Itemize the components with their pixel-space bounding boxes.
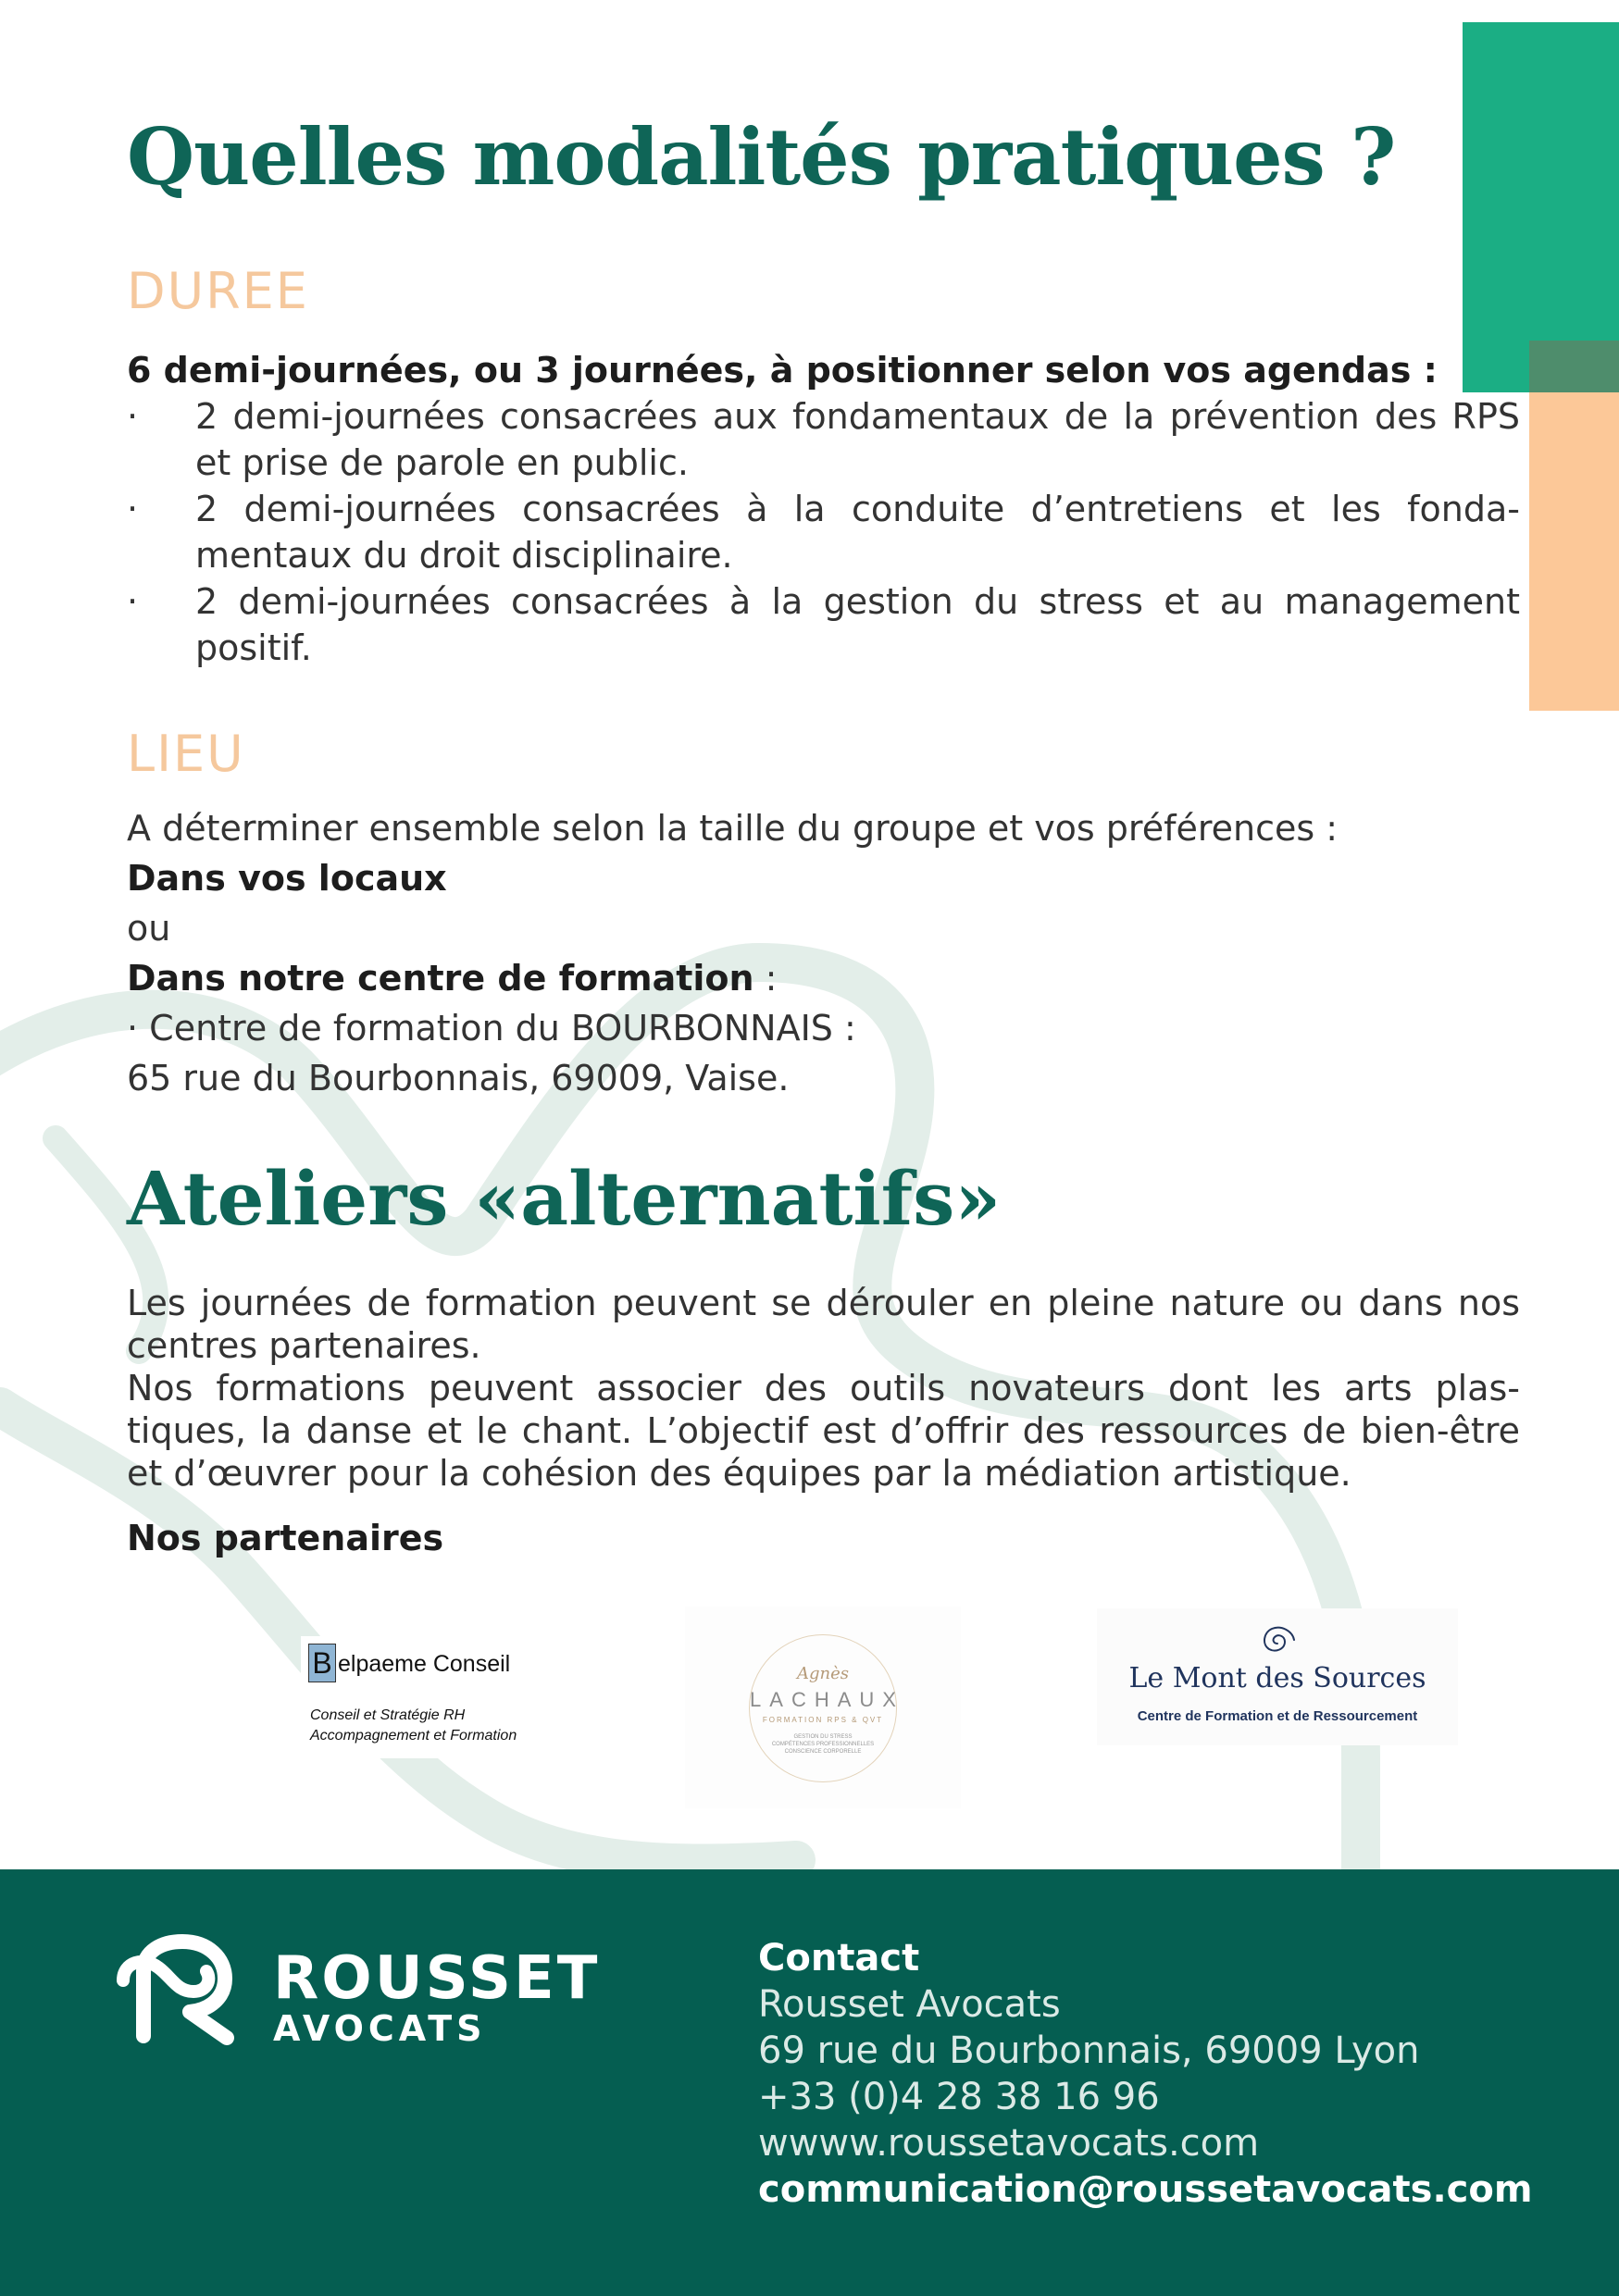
page-title: Quelles modalités pratiques ?	[127, 111, 1396, 203]
belpaeme-tagline	[310, 1706, 517, 1746]
contact-company: Rousset Avocats	[758, 1983, 1061, 2026]
centre-name: · Centre de formation du BOURBONNAIS :	[127, 1008, 856, 1049]
mont-des-sources-name: Le Mont des Sources	[1128, 1662, 1426, 1694]
duree-list	[127, 393, 1520, 671]
duree-heading: DUREE	[127, 262, 309, 320]
ateliers-paragraph-1: Les journées de formation peuvent se dérouler en pleine nature ou dans nos centres partenaires.	[127, 1283, 1520, 1366]
belpaeme-name: elpaeme Conseil	[338, 1651, 511, 1677]
duree-lead: 6 demi-journées, ou 3 journées, à positionner selon vos agendas :	[127, 350, 1438, 391]
lieu-heading: LIEU	[127, 725, 245, 783]
lieu-option-locaux: Dans vos locaux	[127, 858, 447, 899]
lieu-intro: A déterminer ensemble selon la taille du groupe et vos préférences :	[127, 808, 1339, 849]
partners-heading: Nos partenaires	[127, 1518, 444, 1558]
duree-item: · 2 demi-journées consacrées aux fondamentaux de la prévention des RPS et prise de parole en public.	[127, 393, 1520, 486]
lachaux-fine-3: CONSCIENCE CORPORELLE	[784, 1749, 862, 1755]
lachaux-script: Agnès	[796, 1664, 849, 1683]
contact-block	[758, 1935, 1533, 2213]
lieu-details	[127, 803, 1520, 1103]
partner-logo-lachaux	[685, 1607, 961, 1808]
centre-address: 65 rue du Bourbonnais, 69009, Vaise.	[127, 1058, 790, 1098]
duree-item: · 2 demi-journées consacrées à la gestion du stress et au management positif.	[127, 578, 1520, 671]
lachaux-fine-print	[685, 1733, 961, 1756]
lieu-or: ou	[127, 908, 171, 949]
spiral-icon	[1233, 1621, 1322, 1662]
contact-email-link[interactable]: communication@roussetavocats.com	[758, 2168, 1533, 2211]
contact-phone[interactable]: +33 (0)4 28 38 16 96	[758, 2076, 1160, 2118]
accent-bar-peach	[1529, 341, 1619, 711]
duree-item: · 2 demi-journées consacrées à la conduite d’entretiens et les fonda-mentaux du droit disciplinaire.	[127, 486, 1520, 578]
lachaux-fine-1: GESTION DU STRESS	[793, 1734, 853, 1740]
ateliers-title: Ateliers «alternatifs»	[127, 1155, 1002, 1242]
accent-bar-overlap	[1529, 341, 1619, 392]
lachaux-fine-2: COMPÉTENCES PROFESSIONNELLES	[771, 1742, 875, 1747]
mont-des-sources-subtitle: Centre de Formation et de Ressourcement	[1137, 1708, 1418, 1724]
belpaeme-line-2: Accompagnement et Formation	[310, 1728, 517, 1744]
contact-title: Contact	[758, 1937, 920, 1980]
lachaux-tagline: FORMATION RPS & QVT	[762, 1716, 884, 1724]
partner-logo-belpaeme	[301, 1636, 551, 1758]
lieu-option-centre: Dans notre centre de formation	[127, 958, 754, 999]
rousset-logo-icon	[116, 1934, 245, 2045]
ateliers-text	[127, 1282, 1520, 1495]
ateliers-paragraph-2: Nos formations peuvent associer des outils novateurs dont les arts plas-tiques, la danse et le chant. L’objectif est d’offrir des ressources de bien-être et d’œuvrer pour la cohésion des équipes par la médiation artistique.	[127, 1368, 1520, 1494]
lieu-option-centre-suffix: :	[753, 958, 778, 999]
belpaeme-initial: B	[308, 1644, 336, 1682]
lieu-option-centre-line	[127, 953, 1520, 1003]
brand-name: ROUSSET	[273, 1944, 601, 2013]
partner-logo-mont-des-sources	[1097, 1608, 1458, 1745]
contact-website-link[interactable]: wwww.roussetavocats.com	[758, 2122, 1260, 2165]
brand-subtitle: AVOCATS	[273, 2008, 487, 2049]
belpaeme-line-1: Conseil et Stratégie RH	[310, 1707, 466, 1723]
contact-address: 69 rue du Bourbonnais, 69009 Lyon	[758, 2029, 1420, 2072]
accent-bar-green	[1463, 22, 1619, 392]
lachaux-name: LACHAUX	[750, 1688, 904, 1711]
